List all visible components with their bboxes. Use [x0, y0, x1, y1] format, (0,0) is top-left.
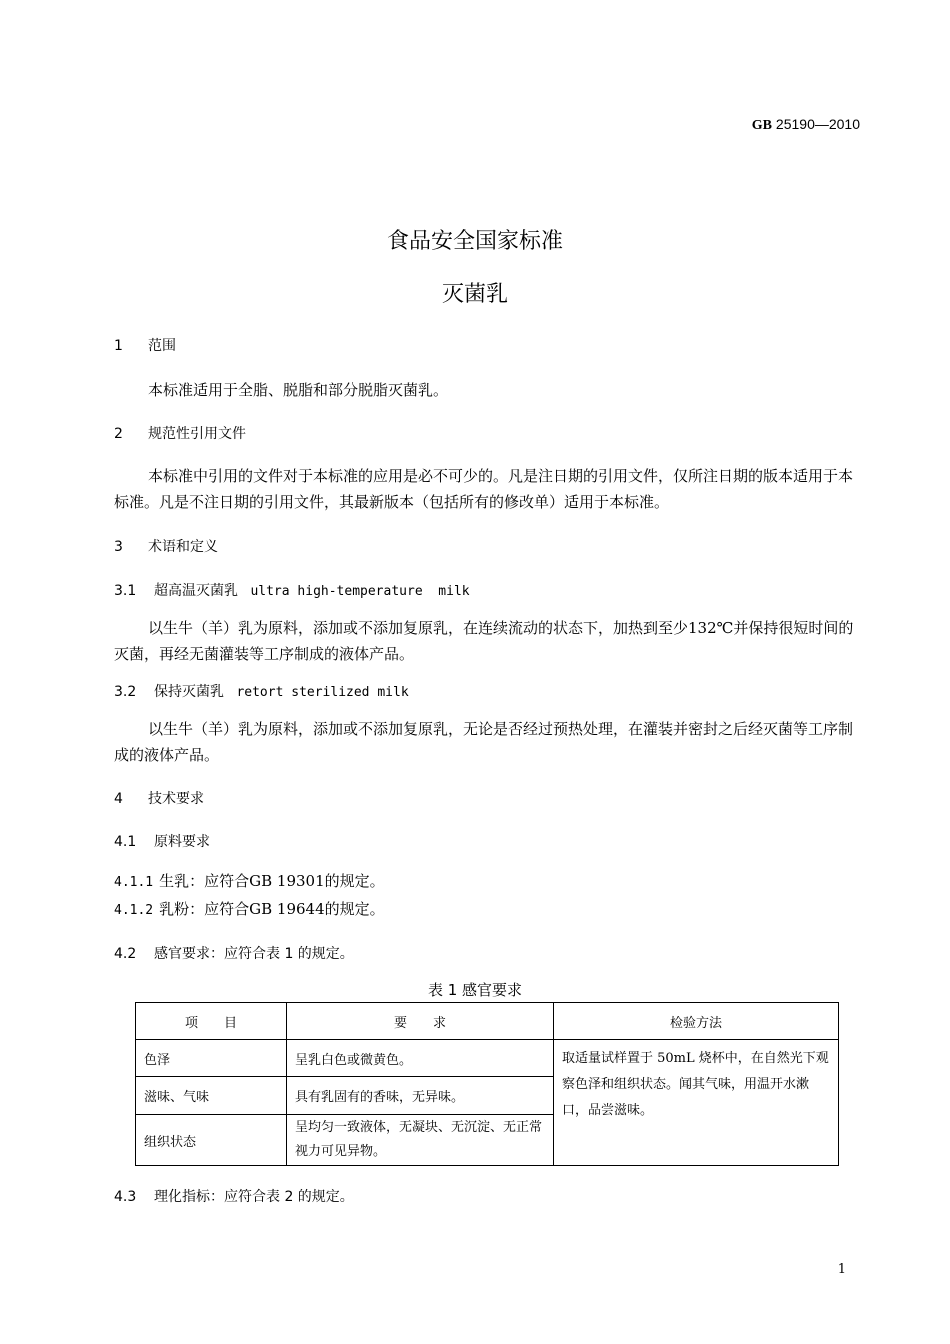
- column-header-method: 检验方法: [554, 1003, 839, 1040]
- section-3-1-heading: 3.1 超高温灭菌乳 ultra high-temperature milk: [114, 583, 470, 599]
- section-4-1-2: 4.1.2 乳粉：应符合GB 19644的规定。: [114, 900, 385, 918]
- column-header-item: 项 目: [136, 1003, 287, 1040]
- table-cell-requirement: 呈均匀一致液体，无凝块、无沉淀、无正常视力可见异物。: [287, 1115, 554, 1166]
- section-2-text: 本标准中引用的文件对于本标准的应用是必不可少的。凡是注日期的引用文件，仅所注日期的版本适用于本标准。凡是不注日期的引用文件，其最新版本（包括所有的修改单）适用于本标准。: [114, 467, 854, 511]
- document-title: 食品安全国家标准: [386, 229, 563, 254]
- section-3-heading: 3 术语和定义: [114, 539, 218, 555]
- table-cell-method: 取适量试样置于 50mL 烧杯中，在自然光下观察色泽和组织状态。闻其气味，用温开水漱口，品尝滋味。: [554, 1040, 839, 1166]
- section-3-2-text: 以生牛（羊）乳为原料，添加或不添加复原乳，无论是否经过预热处理，在灌装并密封之后经灭菌等工序制成的液体产品。: [114, 720, 854, 764]
- table-row: [136, 1040, 839, 1077]
- table-1: [135, 1002, 839, 1166]
- section-1-heading: 1 范围: [114, 338, 176, 354]
- table-cell-requirement: 呈乳白色或微黄色。: [287, 1040, 554, 1077]
- section-3-1-text: 以生牛（羊）乳为原料，添加或不添加复原乳，在连续流动的状态下，加热到至少132℃并保持很短时间的灭菌，再经无菌灌装等工序制成的液体产品。: [114, 619, 854, 663]
- table-1-caption: 表 1 感官要求: [427, 981, 523, 999]
- table-cell-requirement: 具有乳固有的香味，无异味。: [287, 1077, 554, 1115]
- section-1-text: 本标准适用于全脂、脱脂和部分脱脂灭菌乳。: [148, 381, 449, 399]
- page-number: 1: [837, 1262, 846, 1277]
- standard-code: 25190—2010: [775, 116, 860, 132]
- section-4-2-heading: 4.2 感官要求：应符合表 1 的规定。: [114, 946, 354, 962]
- section-4-1-heading: 4.1 原料要求: [114, 834, 210, 850]
- standard-number: [752, 116, 860, 134]
- section-2-heading: 2 规范性引用文件: [114, 426, 246, 442]
- section-4-3-heading: 4.3 理化指标：应符合表 2 的规定。: [114, 1189, 354, 1205]
- table-cell-item: 组织状态: [136, 1115, 287, 1166]
- section-4-1-1: 4.1.1 生乳：应符合GB 19301的规定。: [114, 872, 385, 890]
- column-header-requirement: 要 求: [287, 1003, 554, 1040]
- table-cell-item: 滋味、气味: [136, 1077, 287, 1115]
- standard-prefix: GB: [751, 118, 773, 133]
- document-subtitle: 灭菌乳: [441, 282, 508, 307]
- table-header-row: [136, 1003, 839, 1040]
- section-3-2-heading: 3.2 保持灭菌乳 retort sterilized milk: [114, 684, 409, 700]
- section-4-heading: 4 技术要求: [114, 791, 204, 807]
- table-cell-item: 色泽: [136, 1040, 287, 1077]
